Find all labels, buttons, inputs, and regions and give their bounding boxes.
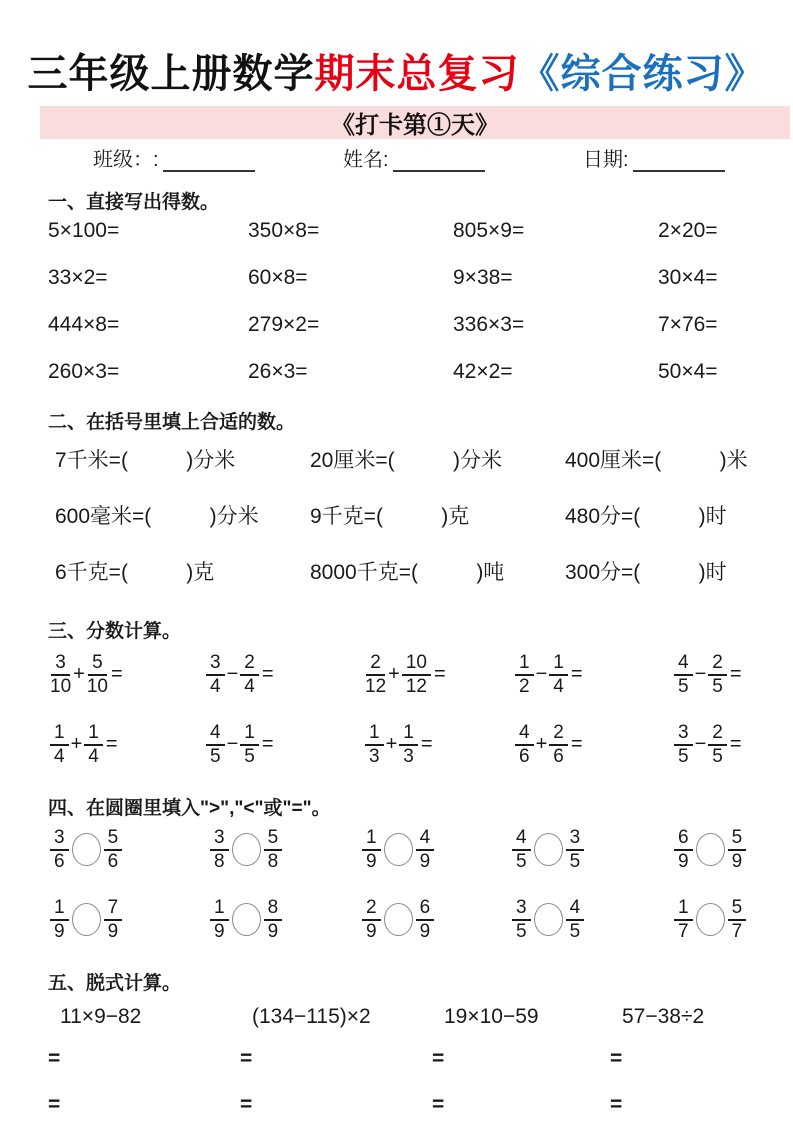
- class-label: 班级：:: [93, 149, 159, 171]
- fraction-expression: [674, 723, 793, 767]
- class-blank-line: [163, 152, 255, 172]
- fraction-expression: [365, 653, 515, 697]
- denominator: 6: [553, 745, 564, 767]
- fraction: [399, 723, 418, 767]
- fraction: [708, 723, 727, 767]
- denominator: 7: [731, 920, 743, 942]
- comparison-expression: [362, 828, 512, 872]
- fraction-expression: [50, 723, 206, 767]
- operator: +: [388, 663, 400, 686]
- denominator: 3: [369, 745, 380, 767]
- denominator: 9: [419, 920, 431, 942]
- fraction: [365, 653, 386, 697]
- date-field: [583, 143, 725, 172]
- fraction: [264, 898, 283, 942]
- denominator: 9: [366, 850, 377, 872]
- name-label: 姓名:: [343, 149, 389, 171]
- math-problem: 5×100=: [48, 219, 120, 242]
- math-problem: 805×9=: [453, 219, 525, 242]
- section1-heading: 一、直接写出得数。: [48, 192, 220, 213]
- section3-heading: 三、分数计算。: [48, 621, 182, 642]
- fraction: [566, 828, 585, 872]
- numerator: 2: [708, 653, 727, 676]
- answer-circle: [72, 833, 101, 866]
- numerator: 10: [402, 653, 431, 676]
- denominator: 12: [365, 675, 387, 697]
- equals-sign: =: [110, 663, 123, 686]
- denominator: 5: [569, 920, 581, 942]
- answer-circle: [72, 903, 101, 936]
- comparison-expression: [512, 898, 674, 942]
- unit-problem: 400厘米=( )米: [565, 449, 748, 472]
- numerator: 2: [708, 723, 727, 746]
- comparison-row: [50, 828, 793, 872]
- section2-heading: 二、在括号里填上合适的数。: [48, 412, 296, 433]
- fraction: [512, 898, 531, 942]
- fraction: [210, 898, 229, 942]
- math-problem: 7×76=: [658, 313, 718, 336]
- math-problem: 57−38÷2: [622, 1004, 705, 1028]
- denominator: 9: [366, 920, 377, 942]
- fraction-row: [50, 723, 793, 767]
- operator: +: [535, 733, 548, 756]
- fraction: [50, 653, 71, 697]
- denominator: 5: [712, 675, 723, 697]
- denominator: 5: [712, 745, 723, 767]
- equals-row: [48, 1047, 793, 1071]
- equals-sign: =: [570, 733, 583, 756]
- math-problem: 50×4=: [658, 360, 718, 383]
- comparison-row: [50, 898, 793, 942]
- math-problem: (134−115)×2: [252, 1004, 371, 1028]
- denominator: 12: [405, 675, 427, 697]
- comparison-expression: [210, 898, 362, 942]
- math-problem: 26×3=: [248, 360, 308, 383]
- numerator: 5: [104, 828, 123, 851]
- date-blank-line: [633, 152, 725, 172]
- unit-problem: 300分=( )时: [565, 561, 727, 584]
- numerator: 3: [566, 828, 585, 851]
- numerator: 1: [365, 723, 384, 746]
- fraction: [365, 723, 384, 767]
- equals-sign: =: [432, 1046, 445, 1070]
- fraction: [549, 653, 568, 697]
- title-part-red: 期末总复习: [314, 52, 520, 96]
- numerator: 1: [84, 723, 103, 746]
- numerator: 3: [206, 653, 225, 676]
- equals-sign: =: [432, 1092, 445, 1116]
- answer-circle: [696, 903, 725, 936]
- denominator: 4: [553, 675, 564, 697]
- equals-sign: =: [105, 733, 118, 756]
- denominator: 9: [214, 920, 225, 942]
- fraction: [206, 653, 225, 697]
- fraction-expression: [674, 653, 793, 697]
- fraction: [206, 723, 225, 767]
- fraction: [240, 653, 259, 697]
- math-problem: 336×3=: [453, 313, 525, 336]
- fraction: [84, 723, 103, 767]
- numerator: 1: [210, 898, 229, 921]
- fraction: [87, 653, 108, 697]
- numerator: 2: [366, 653, 385, 676]
- math-problem: 30×4=: [658, 266, 718, 289]
- math-problem: 60×8=: [248, 266, 308, 289]
- day-banner-text: 《打卡第①天》: [331, 110, 499, 139]
- unit-conversion-row: [55, 504, 793, 530]
- numerator: 4: [566, 898, 585, 921]
- denominator: 4: [54, 745, 65, 767]
- numerator: 6: [674, 828, 693, 851]
- multistep-problem-row: [48, 1005, 793, 1029]
- equals-sign: =: [240, 1046, 253, 1070]
- numerator: 1: [362, 828, 381, 851]
- denominator: 2: [519, 675, 530, 697]
- operator: −: [226, 663, 239, 686]
- numerator: 1: [50, 898, 69, 921]
- math-problem: 11×9−82: [60, 1004, 142, 1028]
- numerator: 2: [240, 653, 259, 676]
- unit-problem: 20厘米=( )分米: [310, 449, 502, 472]
- math-problem: 444×8=: [48, 313, 120, 336]
- comparison-expression: [674, 898, 793, 942]
- fraction: [515, 723, 534, 767]
- denominator: 10: [86, 675, 108, 697]
- numerator: 1: [549, 653, 568, 676]
- numerator: 1: [50, 723, 69, 746]
- operator: −: [694, 733, 707, 756]
- fraction: [515, 653, 534, 697]
- section5-heading: 五、脱式计算。: [48, 972, 182, 994]
- math-problem: 19×10−59: [444, 1004, 539, 1028]
- denominator: 5: [678, 745, 689, 767]
- denominator: 5: [678, 675, 689, 697]
- numerator: 2: [362, 898, 381, 921]
- numerator: 4: [674, 653, 693, 676]
- unit-problem: 7千米=( )分米: [55, 449, 236, 472]
- math-problem: 279×2=: [248, 313, 320, 336]
- operator: +: [73, 663, 85, 686]
- fraction-expression: [515, 723, 674, 767]
- equals-sign: =: [570, 663, 583, 686]
- operator: −: [694, 663, 707, 686]
- denominator: 9: [419, 850, 431, 872]
- answer-circle: [534, 833, 563, 866]
- answer-circle: [534, 903, 563, 936]
- page-title: [0, 0, 793, 98]
- numerator: 4: [512, 828, 531, 851]
- numerator: 4: [416, 828, 435, 851]
- date-label: 日期:: [583, 149, 629, 171]
- numerator: 1: [240, 723, 259, 746]
- answer-circle: [384, 903, 413, 936]
- unit-conversion-row: [55, 448, 793, 474]
- calc-row: [48, 313, 793, 337]
- fraction: [50, 898, 69, 942]
- fraction-expression: [206, 653, 365, 697]
- equals-sign: =: [48, 1046, 61, 1070]
- fraction: [549, 723, 568, 767]
- denominator: 5: [210, 745, 221, 767]
- operator: −: [535, 663, 548, 686]
- student-info-row: [93, 146, 793, 172]
- fraction: [416, 898, 435, 942]
- denominator: 7: [678, 920, 689, 942]
- fraction: [566, 898, 585, 942]
- fraction-expression: [515, 653, 674, 697]
- denominator: 9: [54, 920, 65, 942]
- fraction: [728, 898, 747, 942]
- unit-problem: 6千克=( )克: [55, 561, 215, 584]
- unit-problem: 600毫米=( )分米: [55, 505, 259, 528]
- comparison-expression: [50, 828, 210, 872]
- denominator: 9: [731, 850, 743, 872]
- numerator: 6: [416, 898, 435, 921]
- numerator: 4: [515, 723, 534, 746]
- numerator: 1: [515, 653, 534, 676]
- denominator: 4: [244, 675, 255, 697]
- fraction: [50, 828, 69, 872]
- operator: +: [70, 733, 83, 756]
- section4-heading: 四、在圆圈里填入">","<"或"="。: [48, 797, 331, 819]
- fraction: [674, 898, 693, 942]
- numerator: 3: [512, 898, 531, 921]
- fraction: [674, 723, 693, 767]
- denominator: 8: [214, 850, 225, 872]
- numerator: 5: [728, 898, 747, 921]
- numerator: 3: [674, 723, 693, 746]
- comparison-expression: [210, 828, 362, 872]
- fraction: [104, 898, 123, 942]
- fraction: [362, 898, 381, 942]
- numerator: 5: [88, 653, 107, 676]
- math-problem: 33×2=: [48, 266, 108, 289]
- equals-sign: =: [420, 733, 433, 756]
- calc-row: [48, 219, 793, 243]
- numerator: 8: [264, 898, 283, 921]
- unit-problem: 480分=( )时: [565, 505, 727, 528]
- operator: −: [226, 733, 239, 756]
- equals-sign: =: [261, 733, 274, 756]
- name-blank-line: [393, 152, 485, 172]
- comparison-expression: [512, 828, 674, 872]
- denominator: 6: [54, 850, 65, 872]
- fraction: [264, 828, 283, 872]
- denominator: 8: [267, 850, 279, 872]
- denominator: 5: [516, 850, 527, 872]
- answer-circle: [232, 833, 261, 866]
- numerator: 5: [728, 828, 747, 851]
- fraction: [674, 653, 693, 697]
- answer-circle: [696, 833, 725, 866]
- comparison-expression: [362, 898, 512, 942]
- math-problem: 2×20=: [658, 219, 718, 242]
- title-part-blue: 《综合练习》: [519, 52, 766, 96]
- math-problem: 42×2=: [453, 360, 513, 383]
- denominator: 3: [403, 745, 414, 767]
- numerator: 5: [264, 828, 283, 851]
- math-problem: 350×8=: [248, 219, 320, 242]
- fraction: [210, 828, 229, 872]
- fraction: [416, 828, 435, 872]
- numerator: 1: [399, 723, 418, 746]
- numerator: 1: [674, 898, 693, 921]
- equals-sign: =: [729, 663, 742, 686]
- unit-problem: 9千克=( )克: [310, 505, 470, 528]
- fraction: [512, 828, 531, 872]
- fraction: [362, 828, 381, 872]
- numerator: 3: [210, 828, 229, 851]
- calc-row: [48, 266, 793, 290]
- fraction: [50, 723, 69, 767]
- comparison-expression: [50, 898, 210, 942]
- denominator: 5: [569, 850, 581, 872]
- answer-circle: [232, 903, 261, 936]
- fraction: [402, 653, 431, 697]
- equals-sign: =: [240, 1092, 253, 1116]
- denominator: 9: [107, 920, 119, 942]
- math-problem: 260×3=: [48, 360, 120, 383]
- math-problem: 9×38=: [453, 266, 513, 289]
- numerator: 2: [549, 723, 568, 746]
- denominator: 10: [50, 675, 72, 697]
- numerator: 7: [104, 898, 123, 921]
- fraction: [708, 653, 727, 697]
- numerator: 3: [50, 828, 69, 851]
- fraction: [240, 723, 259, 767]
- denominator: 5: [244, 745, 255, 767]
- answer-circle: [384, 833, 413, 866]
- denominator: 9: [678, 850, 689, 872]
- fraction: [674, 828, 693, 872]
- calc-row: [48, 360, 793, 384]
- operator: +: [385, 733, 398, 756]
- fraction-row: [50, 653, 793, 697]
- numerator: 4: [206, 723, 225, 746]
- denominator: 6: [519, 745, 530, 767]
- equals-row: [48, 1093, 793, 1117]
- comparison-expression: [674, 828, 793, 872]
- equals-sign: =: [261, 663, 274, 686]
- equals-sign: =: [433, 663, 446, 686]
- fraction: [728, 828, 747, 872]
- title-part-black: 三年级上册数学: [27, 52, 315, 96]
- equals-sign: =: [729, 733, 742, 756]
- equals-sign: =: [48, 1092, 61, 1116]
- fraction-expression: [206, 723, 365, 767]
- class-field: [93, 143, 343, 172]
- fraction: [104, 828, 123, 872]
- name-field: [343, 143, 583, 172]
- unit-problem: 8000千克=( )吨: [310, 561, 505, 584]
- denominator: 9: [267, 920, 279, 942]
- equals-sign: =: [610, 1092, 623, 1116]
- fraction-expression: [365, 723, 515, 767]
- denominator: 6: [107, 850, 119, 872]
- numerator: 3: [51, 653, 70, 676]
- denominator: 5: [516, 920, 527, 942]
- unit-conversion-row: [55, 560, 793, 586]
- day-banner: [40, 106, 790, 139]
- denominator: 4: [88, 745, 99, 767]
- denominator: 4: [210, 675, 221, 697]
- fraction-expression: [50, 653, 206, 697]
- equals-sign: =: [610, 1046, 623, 1070]
